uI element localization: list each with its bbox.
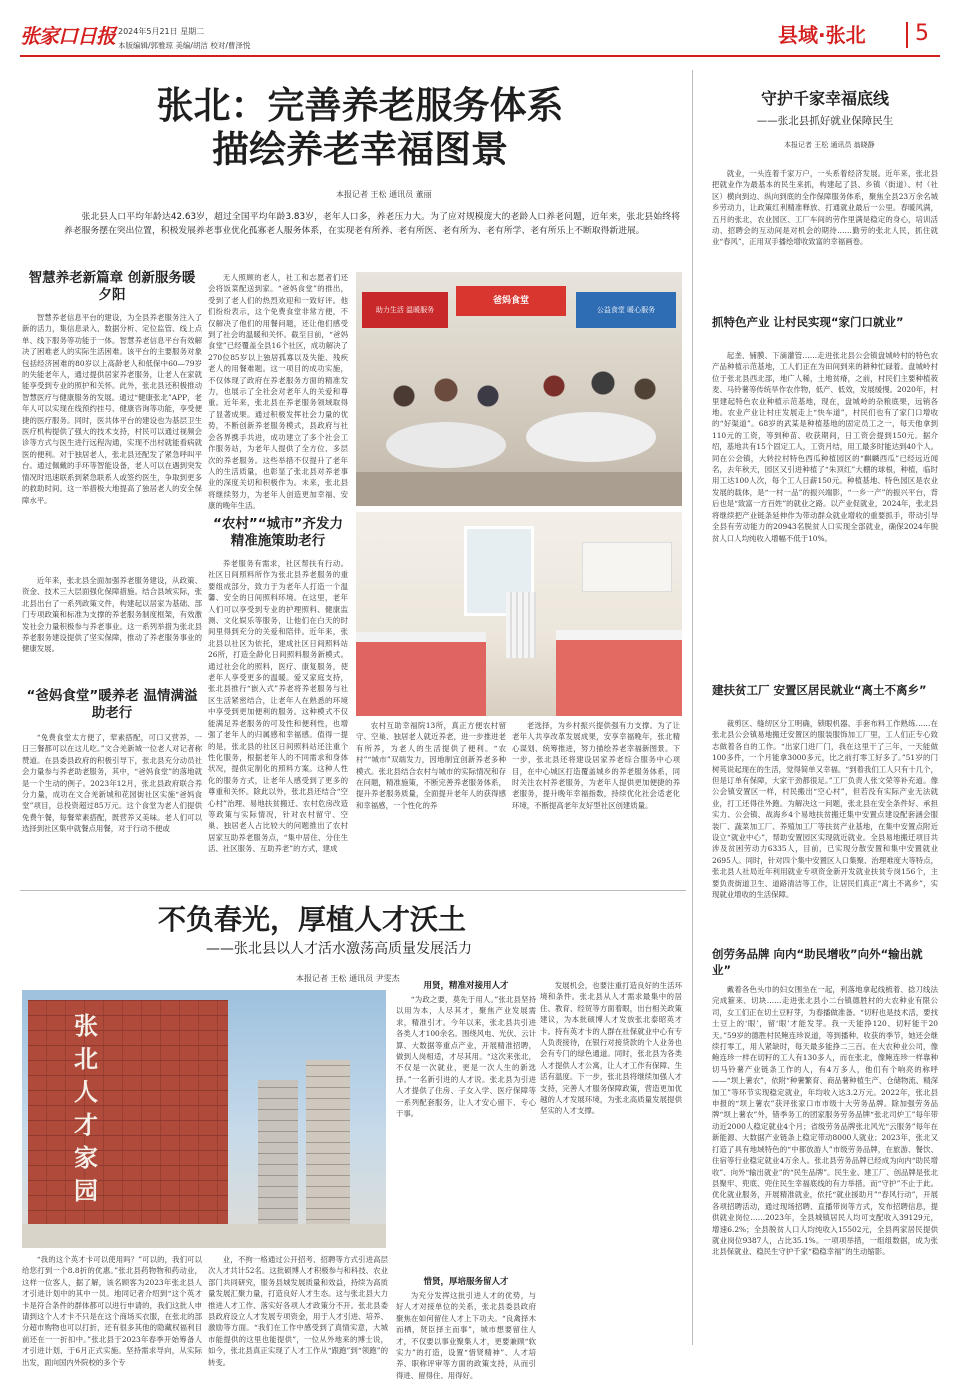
article2-col3-para-b: 为充分发挥这批引进人才的优势，与好人才对接单位的关系，张北县委县政府聚焦在如何留住人才上下功夫。“良禽择木而栖，贤臣择主而事”，城市想要留住人才，不仅要以事业聚集人才，更要兼顾“软实力”的打造，设置“惜贤精神”、人才培养、职称评审等方面的政策支持，从而引得进、留得住、用得好。 (396, 1291, 536, 1380)
building-main (28, 1000, 228, 1240)
photo-day-care-room (356, 512, 682, 716)
article-divider (20, 890, 686, 891)
article2-subhead-1: 用贤，精准对接用人才 (423, 981, 509, 991)
canteen-banner-mid-text: 爸妈食堂 (492, 296, 529, 306)
article1-byline: 本报记者 王松 通讯员 董丽 (336, 190, 432, 199)
article2-col4-para: 发展机会，也要注重打造良好的生活环境和条件。张北县从人才需求最集中的居住、教育、经贸等方面着眼，出台相关政策建议，为本批硕博人才发放张北泰昭英才卡。持有英才卡的人群在社保就业中心有专人负责接待，在银行对接贷款的个人业务也会有专门的绿色通道。同时，张北县为各类人才提供人才公寓，让人才工作有保障、生活有温度。下一步，张北县将继续加强人才支持，完善人才服务保障政策，营造更加优越的人才发展环境，为张北高质量发展提供坚实的人才支撑。 (540, 981, 682, 1116)
right-subhead-1: 抓特色产业 让村民实现“家门口就业” (712, 315, 904, 329)
canteen-banner-left (362, 292, 448, 328)
article1-col3-para-a: 农村互助幸福院13所，真正方便农村留守、空巢、独居老人就近养老，进一步推进老有所养，为老人的生活提供了便利。“农村”“城市”双端发力，因地制宜创新养老多种模式。张北县结合农村与城市的实际情况和存在问题，精准施策，不断完善养老服务体系，提升养老服务质量，全面提升老年人的获得感和幸福感，一个性化的养 (356, 721, 506, 810)
canteen-diners-1 (376, 372, 516, 432)
article1-col1-para-b: 近年来，张北县全面加强养老服务建设，从政策、资金、技术三大层面强化保障措施。结合县域实际，张北县出台了一系列政策文件，构建起以居家为基础、部门专项政策和标准为支撑的养老服务制度框架，有效激发社会力量积极参与养老事业。这一系列举措为张北县养老服务建设提供了坚实保障，推动了养老服务事业的健康发展。 (22, 576, 202, 654)
article1-col1-text-c (22, 732, 202, 884)
section-divider (906, 22, 908, 48)
article2-col2-text (208, 1254, 388, 1367)
right-title: 守护千家幸福底线 (760, 89, 889, 108)
article1-col3-text-b (512, 720, 680, 870)
canteen-floor (356, 472, 682, 506)
article2-subtitle: ——张北县以人才活水激荡高质量发展活力 (206, 941, 472, 957)
building-sign-text: 张北人才家园 (74, 1012, 98, 1205)
right-intro-text (712, 168, 938, 304)
right-subhead-3: 创劳务品牌 向内“助民增收”向外“输出就业” (712, 947, 923, 977)
wall-shelf (582, 542, 672, 592)
article1-subhead-2: “爸妈食堂”暖养老 温情满溢助老行 (26, 688, 198, 721)
right-text-2 (712, 718, 938, 938)
right-text-1 (712, 350, 938, 674)
photo-talent-apartment (22, 990, 386, 1248)
canteen-diners-2 (526, 362, 666, 422)
newspaper-logo: 张家口日报 (20, 24, 115, 48)
article1-title (80, 84, 640, 172)
weekday-text: 星期二 (180, 27, 205, 36)
article1-col1-text-b (22, 575, 202, 679)
canteen-banner-left-text: 助力生活 温暖服务 (375, 306, 435, 314)
article2-subhead-2: 惜贤，厚培服务留人才 (423, 1277, 509, 1287)
article1-col2-para-a: 无人照顾的老人，社工和志愿者们还会将饭菜配送到家。“爸妈食堂”的推出，受到了老人们的热烈欢迎和一致好评。他们纷纷表示，这个免费食堂非常方便，不仅解决了他们的用餐问题，还让他们感受到了社会的温暖和关怀。截至目前，“爸妈食堂”已经覆盖全县16个社区，成功解决了270位85岁以上独居孤寡以及失能、残疾老人的用餐难题。这一项目的成功实施，不仅体现了政府在养老服务方面的精准发力，也展示了全社会对老年人的关爱和尊重。近年来，张北县在养老服务领域取得了显著成果。通过积极发挥社会力量的优势，不断创新养老服务模式，县政府与社会各界携手共进，成功建立了多个社会工作服务站，为老年人提供了全方位、多层次的养老服务。这些举措不仅提升了老年人的生活质量，也彰显了张北县对养老事业的深度关切和积极作为。未来，张北县将继续努力，为老年人创造更加幸福、安康的晚年生活。 (208, 273, 348, 511)
canteen-banner-mid (456, 286, 566, 316)
article2-col3-text (396, 994, 536, 1270)
article2-col1-text (22, 1254, 202, 1367)
bed-right (556, 630, 682, 716)
article2-col3-para: “为政之要，莫先于用人。”张北县坚持以用为本，人尽其才，聚焦产业发展需求，精准引才。今年以来，张北县共引进各类人才100余名。围绕风电、光伏、云计算、大数据等重点产业，开展精准招聘，做到人岗相适，才尽其用。“这次来张北，不仅是一次就业，更是一次人生的新选择。”一名新引进的人才说。张北县为引进人才提供了住房、子女入学、医疗保障等一系列配套服务，让人才安心留下、专心干事。 (396, 995, 536, 1119)
article2-title: 不负春光，厚植人才沃土 (158, 903, 467, 936)
article1-col1-para-c: “免费食堂太方便了，荤素搭配，可口又营养，一日三餐都可以在这儿吃。”文合羌新城一位老人对记者称赞道。在县委县政府的积极引导下，张北县充分动员社会力量参与养老助老服务，其中，“爸妈食堂”的落地就是一个生动的例子。2023年12月，张北县政府联合养分力量，成功在文合羌新城和花园街社区实施“爸妈食堂”项目，总投资超过85万元。这个食堂为老人们提供免费午餐，每餐荤素搭配，既营养又美味。老人们可以选择到社区集中就餐点用餐，对于行动不便或 (22, 733, 202, 834)
building-far-left (258, 1080, 298, 1230)
right-byline: 本报记者 王松 通讯员 翁晓静 (784, 141, 875, 149)
bed-left (356, 632, 486, 716)
building-far-right (306, 1060, 350, 1230)
article1-subhead-3: “农村”“城市”齐发力 精准施策助老行 (213, 516, 343, 549)
right-subhead-2: 建扶贫工厂 安置区居民就业“离土不离乡” (712, 683, 927, 697)
right-para-1: 起垄、铺膜、下滴灌管……走进张北县公会镇盘城岭村的特色农产品种植示范基地，工人们正在为田间到来的耕种忙碌着。盘城岭村位于张北县西北部，地广人稀，土地贫瘠，之前，村民们主要种植莜麦、马铃薯等传统旱作农作物，低产、低效，发展缓慢。2020年，村里建起特色农业种植示范基地，现在，盘城岭的杂粮底果，远销各地。农业产业让村庄发展走上“快车道”，村民们也有了家门口增收的“好渠道”。68岁的武某是种植基地的固定员工之一，每天他拿到110元的工资，等到种苗、收获期间，日工资会提到150元。据介绍，基地共有15个固定工人，工资月结，用工最多时能达到40个人。同在公会镇，大转拉村特色西瓜种植园区的“麒麟西瓜”已经远近闻名，去年秋天，园区又引进种植了“朱顶红”大棚的球根，种植，临时用工达100人次，每个工人日薪150元。种植基地、特色园区是农业发展的载体，是“一村一品”的振兴端影，“一乡一产”的振兴平台，背后也是“致富一方百姓”的就业之路。以产业促就业，2024年，张北县将继续把产业链条延伸作为带动群众就业增收的重要抓手，带动引导全县有劳动能力的20943名脱贫人口实现全部就业，确保2024年脱贫人口人均纯收入增幅不低于10%。 (712, 351, 938, 543)
section-title: 县域·张北 (778, 23, 866, 47)
room-radiator (506, 592, 536, 658)
article1-title-line1: 张北：完善养老服务体系 (156, 84, 564, 127)
editors-line: 本版编辑/郭雅琼 美编/胡洁 校对/曹泽悦 (118, 41, 251, 50)
article2-byline: 本报记者 王松 通讯员 尹雯杰 (296, 974, 400, 983)
masthead-rule (20, 55, 940, 57)
article1-col1-text-a (22, 312, 202, 568)
canteen-banner-right (576, 292, 676, 328)
article1-col2-text-b (208, 558, 348, 884)
article2-col1-para: “我的这个英才卡可以使用吗？”可以的，我们可以给您打到一个8.8折的优惠。”张北县药物物和药动业，这样一位客人，据了解，该名顾客为2023年张北县人才引进计划中的其中一员。地同记者介绍到“这个英才卡是符合条件的群体都可以进行申请的，我们这批人申请到这个人才卡不只是在这个商场买衣服，在张北的部分超市购物也可以打折，还有很多其他的隐藏权福利目前还在一一折扣中。”张北县于2023年春季开始筹备人才引进计划，于6月正式实施。坚持需求导向，从实际出发，面向国内外院校的多个专 (22, 1255, 202, 1367)
article1-col1-para-a: 智慧养老信息平台的建设，为全县养老服务注入了新的活力，集信息录入、数据分析、定位监管、线上点单、线下服务等功能于一体。智慧养老信息平台有效解决了困难老人的实际生活困难。该平台的主要服务对象包括经济困难的80岁以上高龄老人和低保中60—79岁的失能老年人，通过提供居家养老服务，让老人在家就能享受到专业的照护和关怀。此外，张北县还积极推动智慧医疗与健康服务的发展。通过“健康张北”APP，老年人可以实现在线预约挂号、健康咨询等功能，享受便捷的医疗服务。同时，医共体平台的建设也为基层卫生医疗机构提供了强大的技术支持，村民可以通过视频会诊等方式与医生进行远程沟通，实现不出村就能看病就医的便利。对于独居老人，张北县还配发了紧急呼叫平台。通过佩戴的手环等智能设备，老人可以在遇到突发情况时迅速联系到紧急联系人或签约医生，争取到更多的救助时间。这一举措极大地提高了独居老人的安全保障水平。 (22, 313, 202, 505)
photo-elderly-canteen (356, 272, 682, 506)
article1-title-line2: 描绘养老幸福图景 (212, 128, 508, 171)
page-number: 5 (915, 21, 929, 46)
article1-col3-text-a (356, 720, 506, 870)
article2-col4-text (540, 980, 682, 1344)
article1-col2-para-b: 养老服务有需求，社区帮扶有行动。社区日间照料所作为张北县养老服务的重要组成部分，致力于为老年人打造一个温馨、安全的日间照料环境。在这里，老年人们可以享受到专业的护理照料、健康监测、文化娱乐等服务，让他们在白天的时间里得到充分的关爱和陪伴。近年来，张北县以社区为依托，建成社区日间照料站26所，打造全龄化日间照料服务新模式。通过社会化的照料，医疗、康复服务，使老年人享受更多的温暖。爱又家庭支持，张北县推行“嵌入式”养老将养老服务与社区生活紧密结合，让老年人在熟悉的环境中享受到更加便利的服务。这种模式不仅能满足养老服务的可及性和便利性，也增强了老年人的归属感和幸福感。值得一提的是，张北县的社区日间照料站还注重个性化服务，根据老年人的不同需求和身体状况，提供定制化的照料方案。这种人性化的服务方式，让老年人感受到了更多的尊重和关怀。除此以外，张北县还结合“空心村”治理、易地扶贫搬迁、农村危房改造等政策与实际情况，针对农村留守、空巢、独居老人占比较大的问题推出了农村居家互助养老服务点，“集中居住、分住生活、社区服务、互助养老”的方式，建成 (208, 559, 348, 854)
right-text-3 (712, 984, 938, 1344)
issue-date (118, 26, 204, 37)
right-subtitle: ——张北县抓好就业保障民生 (756, 115, 894, 127)
right-para-3: 戴着各色头巾的妇女围坐在一起，利落地拿起线梳着、捻刀线法完成箍来、切块……走进张北县小二台镇德胜村的大农种业有限公司，女工们正在切土豆籽芽，为春播做准备。“切籽也是技术活，要找土豆上的‘眼’，留‘眼’才能发芽。我一天能挣120、切籽能干20天。”59岁的德胜村民鲍连珍说道，等到播种、收获的季节，她还会继续打零工，用人紧缺时，每天最多能挣二三百。在大农种业公司，像鲍连珍一样在切籽的工人有130多人，而在张北，像鲍连珍一样靠种切马铃薯产业链条工作的人，有4万多人，他们有个响亮的称呼——“坝上薯农”，依附“种薯繁育、商品薯种植生产、仓储物流、精深加工”等环节实现稳定就业，年均收入达3.2万元。2022年，张北县申报的“坝上薯农”获评张家口市市级十大劳务品牌。除加强劳务品牌“坝上薯农”外，错季务工的团家服务劳务品牌“张北司炉工”每年带动近2000人稳定就业4个月；省级劳务品牌张北风光“云服务”每年在新能源、大数据产业链条上稳定带动8000人就业；2023年，张北又打造了具有地域特色的“中都放游人”市级劳务品牌，在旅游、餐饮、住宿等行业稳定就业4万余人。张北县劳务品牌已经成为向内“助民增收”、向外“输出就业”的“民生品牌”。民生业、建工厂、创品牌是张北县聚牢、兜底、兜住民生幸福底线的有力举措。而“守护”不止于此。优化就业服务，开展精准就业，依托“就业援助月”“春风行动”，开展各项招聘活动，通过现场招聘、直播带岗等方式，发布招聘信息，提供就业岗位……2023年，全县城镇居民人均可支配收入39129元，增速6.2%；全县脱贫人口人均纯收入15502元，全县两家居民提供就业岗位9387人，占比35.1%。一项项举措，一组组数据，成为张北县保就业、稳民生守护千家“稳稳幸福”的生动缩影。 (712, 985, 938, 1257)
right-column-divider (692, 70, 693, 1345)
masthead (0, 0, 960, 60)
right-para-2: 裁剪区、缝纫区分工明确，锁眼机器、手套布料工作熟练……在张北县公会镇易地搬迁安置区的服装服饰加工厂里，工人们正专心致志做着各自的工作。“出家门进厂门，我在这里干了三年，一天能做100多件，一个月能拿3000多元，比之前打零工好多了。”51岁的门树英说起现在的生活，觉得简单又幸福。“到着我们工人只有十几个，但是订单有保障，大家干劲都很足。”工厂负责人张文荣等补充道。像公会镇安置区一样，村民搬出“空心村”，但若没有实际产业无法就业，打工还得往外跑。为解决这一问题，张北县在安全条件好、承担实力、公会镇、战海乡4个易地扶贫搬迁集中安置点建设配套涵会服装厂、蔬菜加工厂、养殖加工厂等扶贫产业基地，在集中安置点附近设立“就业中心”，帮助安置园区实现就近就业。全县易地搬迁项目共涉及贫困劳动力6335人，目前，已实现分散安置和集中安置就业2695人。同时，针对四个集中安置区人口集聚、治理难度大等特点，张北县人社局近年利用就业专项资金新开发就业扶贫专岗156个，主要负责街道卫生、道路清洁等工作，让居民们真正“离土不离乡”，实现就业增收的生活保障。 (712, 719, 938, 900)
article2-col2-para: 业，不拘一格通过公开招考、招聘等方式引进高层次人才共计52名。这批硕博人才积极参与和科技、农业部门共同研究，服务县城发展质量和效益，持续为高质量发展汇聚力量，打造良好人才生态。这与张北县大力推进人才工作、落实好各项人才政策分不开。张北县委县政府设立人才发展专项资金，用于人才引进、培养、激励等方面。“我们在工作中感受到了真情实意，大城市能提供的这里也能提供”，一位从外地来的博士说，如今，张北县真正实现了人才工作从“跟跑”到“领跑”的转变。 (208, 1255, 388, 1367)
article1-col3-para-b: 老选择，为乡村振兴提供强有力支撑。为了让老年人共享改革发展成果，安享幸福晚年，张北精心谋划、统筹推进，努力描绘养老幸福新图景。下一步，张北县还将建设居家养老综合服务中心项目，在中心城区打造覆盖城乡的养老服务体系，同时关注农村养老服务，为老年人提供更加便捷的养老服务，提升晚年幸福指数，持续优化社会适老化环境，不断提高老年友好型社区创建质量。 (512, 721, 680, 810)
canteen-banner-right-text: 公益食堂 暖心服务 (596, 306, 656, 314)
article2-col3-text-b (396, 1290, 536, 1380)
article1-subhead-1: 智慧养老新篇章 创新服务暖夕阳 (28, 270, 196, 303)
date-text: 2024年5月21日 (118, 27, 178, 36)
article1-lead: 张北县人口平均年龄达42.63岁，超过全国平均年龄3.83岁，老年人口多，养老压力大。为了应对规模庞大的老龄人口养老问题，近年来，张北县始终将养老服务摆在突出位置，积极发展养老事业优化孤寡老人服务体系，在实现老有所养、老有所医、老有所为、老有所学、老有所乐上不断取得新进展。 (64, 212, 680, 236)
right-intro-para: 就业，一头连着千家万户，一头系着经济发展。近年来，张北县把就业作为最基本的民生来抓，构建起了县、乡镇（街道）、村（社区）横向到边、纵向到底的全作保障服务体系，聚焦全县23万余名城乡劳动力，让政策红利精准释放、打通就业最后一公里。春暖风满，五月的张北，农业园区、工厂车间的劳作里满是稳定的身心，培训活动、招聘会的互动间是对机会的期待……勤劳的张北人民，抓住就业“春风”，正用双手播绘增收致富的幸福画卷。 (712, 169, 938, 247)
article1-col2-text-a (208, 272, 348, 512)
ground (22, 1224, 386, 1248)
